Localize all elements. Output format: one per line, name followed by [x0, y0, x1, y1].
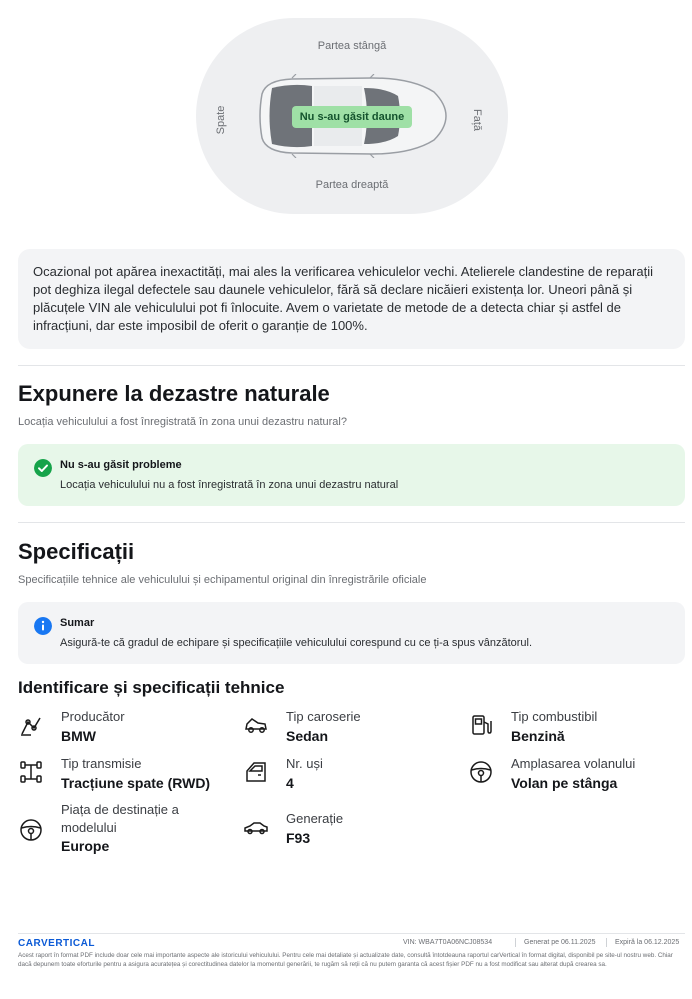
spec-value: BMW — [61, 728, 96, 744]
spec-value: Benzină — [511, 728, 565, 744]
check-circle-icon — [34, 459, 52, 477]
footer-disclaimer: Acest raport în format PDF include doar cele mai importante aspecte ale istoricului vehiculului. Pentru cele mai detaliate și actualizate date, consultă întotdeauna raportul carVertical în format digital, disponibil pe site-ul nostru web. Chiar dacă depunem toate eforturile pentru a asigura acuratețea și corectitudinea datelor la momentul generării, te rugăm să reții că nu putem garanta că acest fișier PDF nu a fost modificat sau alterat după crearea sa. — [18, 952, 673, 968]
identification-title: Identificare și specificații tehnice — [18, 678, 285, 697]
spec-value: Tracțiune spate (RWD) — [61, 775, 211, 791]
specs-title: Specificații — [18, 539, 135, 564]
spec-label: Amplasarea volanului — [511, 756, 636, 771]
damage-diagram — [196, 18, 508, 214]
spec-label: Producător — [61, 709, 125, 724]
steering-wheel-icon — [18, 817, 44, 843]
status-title: Nu s-au găsit probleme — [60, 459, 182, 471]
footer-separator — [606, 938, 607, 947]
disasters-title: Expunere la dezastre naturale — [18, 381, 330, 406]
summary-title: Sumar — [60, 617, 95, 629]
specs-subtitle: Specificațiile tehnice ale vehiculului și echipamentul original din înregistrările oficiale — [18, 574, 427, 586]
spec-value: 4 — [286, 775, 294, 791]
spec-label: Tip caroserie — [286, 709, 361, 724]
no-damage-badge: Nu s-au găsit daune — [292, 106, 412, 128]
section-divider — [18, 365, 685, 366]
label-rear: Spate — [215, 105, 227, 135]
spec-label: Tip combustibil — [511, 709, 598, 724]
accuracy-notice — [18, 249, 685, 349]
fuel-pump-icon — [468, 712, 494, 738]
spec-label: Nr. uși — [286, 756, 323, 771]
summary-text: Asigură-te că gradul de echipare și specificațiile vehiculului corespund cu ce ți-a spus vânzătorul. — [60, 637, 533, 649]
spec-label: Tip transmisie — [61, 756, 142, 771]
disasters-subtitle: Locația vehiculului a fost înregistrată în zona unui dezastru natural? — [18, 416, 347, 428]
label-front: Față — [471, 108, 483, 131]
notice-text: Ocazional pot apărea inexactități, mai ales la verificarea vehiculelor vechi. Atelierele clandestine de reparații pot deghiza ilegal defectele sau daunele vehiculelor, fără să declare nicăieri existența lor. Uneori până și plăcuțele VIN ale vehiculului pot fi înlocuite. Avem o varietate de metode de a detecta chiar și astfel de infracțiuni, dar este imposibil de oferit o garanție de 100%. — [33, 264, 654, 333]
manufacturer-icon — [18, 712, 44, 738]
footer-vin: VIN: WBA7T0A06NCJ08534 — [403, 939, 493, 946]
footer-separator — [515, 938, 516, 947]
footer-generated: Generat pe 06.11.2025 — [524, 939, 596, 946]
spec-value: Volan pe stânga — [511, 775, 618, 791]
spec-value: Europe — [61, 838, 110, 854]
drivetrain-icon — [18, 759, 44, 785]
car-door-icon — [243, 759, 269, 785]
carvertical-logo: CARVERTICAL — [18, 938, 95, 949]
label-left-side: Partea stângă — [317, 40, 387, 52]
car-side-icon — [243, 814, 269, 840]
section-divider — [18, 522, 685, 523]
spec-value: F93 — [286, 830, 311, 846]
car-body-icon — [243, 712, 269, 738]
disasters-status — [18, 444, 685, 506]
steering-wheel-icon — [468, 759, 494, 785]
status-text: Locația vehiculului nu a fost înregistrată în zona unui dezastru natural — [60, 479, 399, 491]
specs-summary — [18, 602, 685, 664]
footer-divider — [18, 933, 685, 934]
spec-label: Piața de destinație a modelului — [61, 802, 179, 835]
info-icon — [34, 617, 52, 635]
spec-value: Sedan — [286, 728, 329, 744]
footer-expires: Expiră la 06.12.2025 — [615, 939, 680, 946]
label-right-side: Partea dreaptă — [315, 179, 389, 191]
spec-label: Generație — [286, 811, 344, 826]
